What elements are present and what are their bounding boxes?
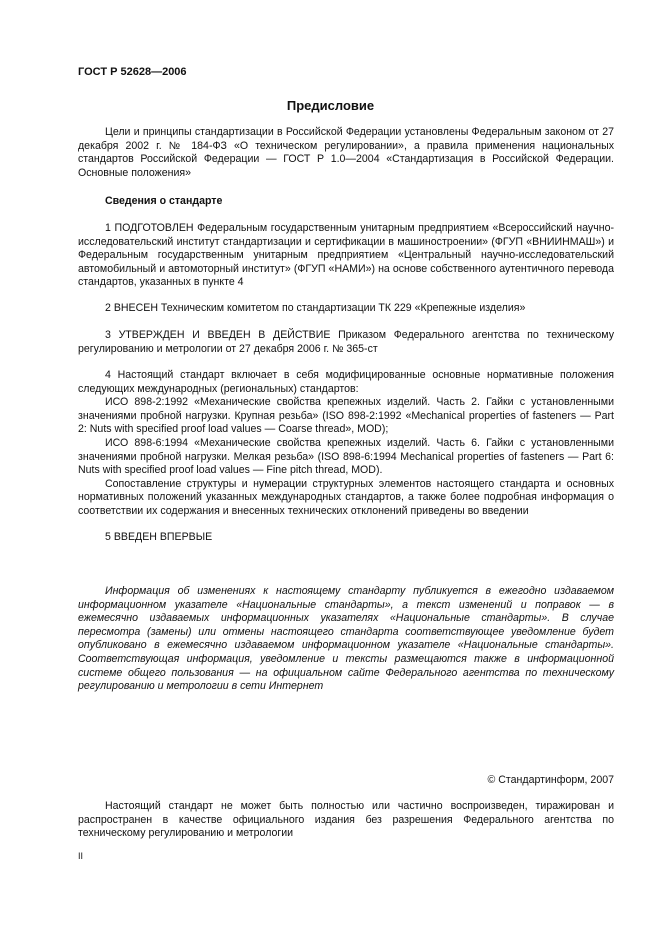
page-title: Предисловие (286, 98, 375, 113)
intro-paragraph: Цели и принципы стандартизации в Российской Федерации установлены Федеральным законом от 27 декабря 2002 г. № 184-ФЗ «О техническом регулировании», а правила применения национальных стандартов Российской Федерации — ГОСТ Р 1.0—2004 «Стандартизация в Российской Федерации. Основные положения» (78, 126, 614, 179)
item-2-section (78, 302, 614, 316)
reproduction-paragraph: Настоящий стандарт не может быть полностью или частично воспроизведен, тиражирован и распространен в качестве официального издания без разрешения Федерального агентства по техническому регулированию и метрологии (78, 800, 614, 840)
document-header: ГОСТ Р 52628—2006 (78, 66, 187, 78)
notice-section (78, 585, 614, 694)
item-1-section (78, 222, 614, 290)
reproduction-section (78, 800, 614, 841)
intro-section (78, 126, 614, 180)
item-4-iso-898-2: ИСО 898-2:1992 «Механические свойства крепежных изделий. Часть 2. Гайки с установленными значениями пробной нагрузки. Крупная резьба» (ISO 898-2:1992 «Mechanical properties of fasteners — Part 2: Nuts with specified proof load values — Coarse thread», MOD); (78, 396, 614, 436)
copyright: © Стандартинформ, 2007 (487, 774, 614, 786)
item-4-iso-898-6: ИСО 898-6:1994 «Механические свойства крепежных изделий. Часть 6. Гайки с установленными значениями пробной нагрузки. Мелкая резьба» (ISO 898-6:1994 Mechanical properties of fasteners — Part 6: Nuts with specified proof load values — Fine pitch thread, MOD). (78, 436, 614, 477)
item-4-section (78, 369, 614, 519)
subheading: Сведения о стандарте (105, 195, 223, 207)
item-3-paragraph: 3 УТВЕРЖДЕН И ВВЕДЕН В ДЕЙСТВИЕ Приказом Федерального агентства по техническому регулированию и метрологии от 27 декабря 2006 г. № 365-ст (78, 329, 614, 355)
item-5-section (78, 531, 614, 545)
item-3-section (78, 329, 614, 356)
page-number: II (78, 851, 84, 861)
item-5-paragraph: 5 ВВЕДЕН ВПЕРВЫЕ (105, 531, 213, 543)
item-2-paragraph: 2 ВНЕСЕН Техническим комитетом по стандартизации ТК 229 «Крепежные изделия» (105, 302, 526, 314)
item-4-intro: 4 Настоящий стандарт включает в себя модифицированные основные нормативные положения следующих международных (региональных) стандартов: (78, 369, 614, 395)
item-4-comparison: Сопоставление структуры и нумерации структурных элементов настоящего стандарта и основных нормативных положений указанных международных стандартов, а также более подробная информация о соответствии их содержания и внесенных технических отклонений приведены во введении (78, 477, 614, 517)
item-1-paragraph: 1 ПОДГОТОВЛЕН Федеральным государственным унитарным предприятием «Всероссийский научно-исследовательский институт стандартизации и сертификации в машиностроении» (ФГУП «ВНИИНМАШ») и Федеральным государственным унитарным предприятием «Центральный научно-исследовательский автомобильный и автомоторный институт» (ФГУП «НАМИ») на основе собственного аутентичного перевода стандартов, указанных в пункте 4 (78, 222, 614, 289)
notice-paragraph: Информация об изменениях к настоящему стандарту публикуется в ежегодно издаваемом информационном указателе «Национальные стандарты», а текст изменений и поправок — в ежемесячно издаваемых информационных указателях «Национальные стандарты». В случае пересмотра (замены) или отмены настоящего стандарта соответствующее уведомление будет опубликовано в ежемесячно издаваемом информационном указателе «Национальные стандарты». Соответствующая информация, уведомление и тексты размещаются также в информационной системе общего пользования — на официальном сайте Федерального агентства по техническому регулированию и метрологии в сети Интернет (78, 585, 614, 693)
